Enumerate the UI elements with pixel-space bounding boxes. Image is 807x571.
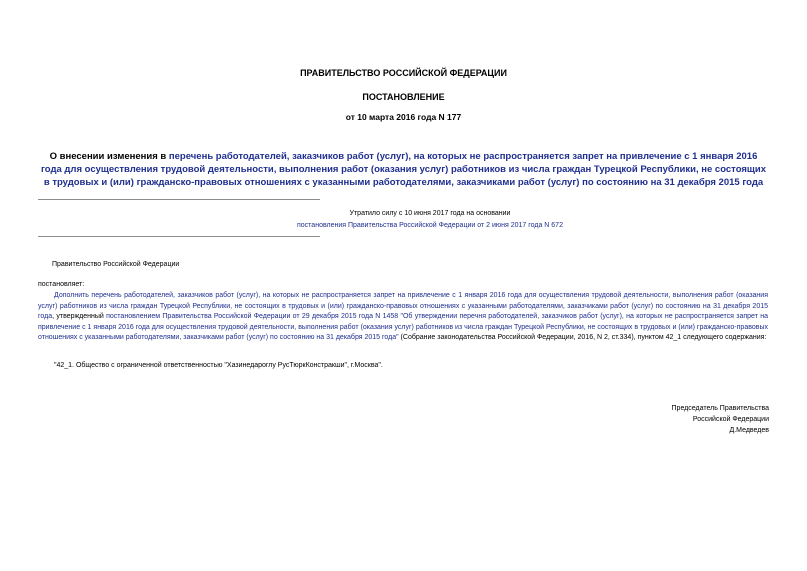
divider-bottom (38, 236, 320, 237)
list-item: "42_1. Общество с ограниченной ответственностью "Хазинедароглу РусТюркКонстракши", г.Москва". (54, 362, 383, 369)
document-subject (40, 150, 767, 189)
decides-label: постановляет: (38, 281, 85, 288)
divider-top (38, 199, 320, 200)
signature-org: Российской Федерации (692, 416, 769, 423)
subject-prefix: О внесении изменения в (49, 151, 169, 162)
signature-name: Д.Медведев (729, 427, 769, 434)
body-end-text: (Собрание законодательства Российской Федерации, 2016, N 2, ст.334), пунктом 42_1 следующего содержания: (398, 334, 767, 341)
subject-link[interactable]: перечень работодателей, заказчиков работ (услуг), на которых не распространяется запрет на привлечение с 1 января 2016 года для осуществления трудовой деятельности, выполнения работ (оказания услуг) работников из числа граждан Турецкой Республики, не состоящих в трудовых и (или) гражданско-правовых отношениях с указанными работодателями, заказчиками работ (услуг) по состоянию на 31 декабря 2015 года (40, 151, 767, 188)
document-date: от 10 марта 2016 года N 177 (345, 112, 462, 122)
body-paragraph (38, 291, 768, 344)
signature-title: Председатель Правительства (671, 405, 769, 412)
document-type: ПОСТАНОВЛЕНИЕ (362, 92, 445, 102)
government-label: Правительство Российской Федерации (52, 261, 180, 268)
list-link[interactable]: Дополнить перечень работодателей, заказчиков работ (услуг), на которых не распространяется запрет на привлечение с 1 января 2016 года для осуществления трудовой деятельности, выполнения работ (оказания услуг) работников из числа граждан Турецкой Республики, не состоящих в трудовых и (или) гражданско-правовых отношениях с указанными работодателями, заказчиками работ (услуг) по состоянию на 31 декабря 2015 года (38, 292, 768, 320)
void-notice-link[interactable]: постановления Правительства Российской Федерации от 2 июня 2017 года N 672 (297, 222, 563, 229)
document-org: ПРАВИТЕЛЬСТВО РОССИЙСКОЙ ФЕДЕРАЦИИ (300, 68, 507, 78)
resolution-link[interactable]: постановлением Правительства Российской Федерации от 29 декабря 2015 года N 1458 "Об утверждении перечня работодателей, заказчиков работ (услуг), на которых не распространяется запрет на привлечение с 1 января 2016 года для осуществления трудовой деятельности, выполнения работ (оказания услуг) работников из числа граждан Турецкой Республики, не состоящих в трудовых и (или) гражданско-правовых отношениях с указанными работодателями, заказчиками работ (услуг) по состоянию на 31 декабря 2015 года" (38, 313, 768, 341)
body-mid-text: , утвержденный (52, 313, 107, 320)
void-notice-line1: Утратило силу с 10 июня 2017 года на основании (349, 210, 511, 217)
